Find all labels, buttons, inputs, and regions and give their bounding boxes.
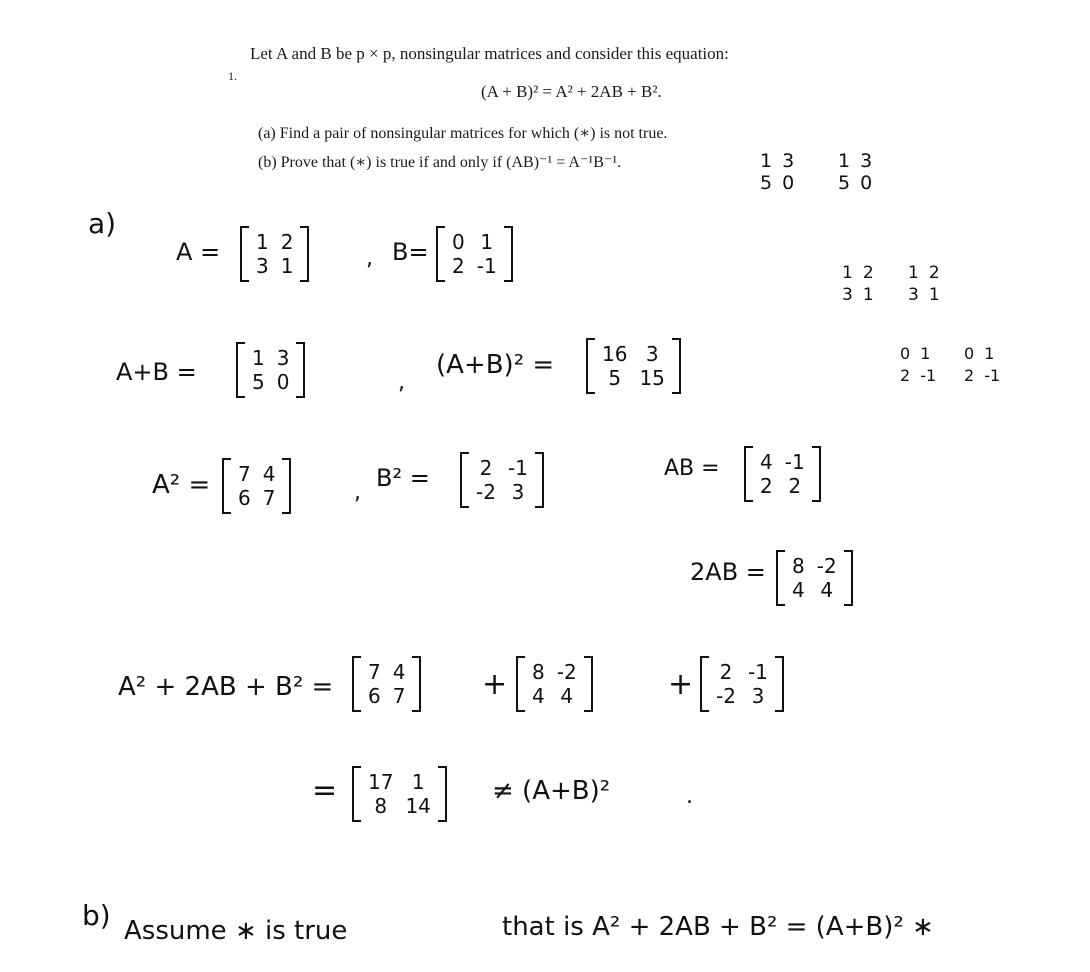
matrix-entry: 2 — [760, 474, 773, 498]
matrix-entry: -1 — [920, 366, 937, 385]
matrix-entry: 1 — [862, 285, 874, 305]
comma: , — [354, 480, 361, 505]
matrix-entry: -2 — [556, 660, 577, 684]
matrix-entry: 3 — [860, 150, 873, 172]
label-B-squared: B² = — [376, 464, 430, 492]
matrix-entry: 7 — [392, 684, 406, 708]
matrix-entry: 0 — [964, 344, 975, 363]
matrix-entry: -1 — [747, 660, 768, 684]
problem-equation: (A + B)² = A² + 2AB + B². — [481, 82, 662, 101]
problem-number: 1. — [228, 69, 237, 83]
matrix-sum-2AB — [516, 656, 593, 712]
matrix-entry: 4 — [392, 660, 406, 684]
matrix-entry: 2 — [964, 366, 975, 385]
label-A-plus-B-squared: (A+B)² = — [436, 350, 555, 380]
label-B: B= — [392, 238, 429, 266]
matrix-entry: 0 — [860, 172, 873, 194]
matrix-entry: 1 — [411, 770, 425, 794]
matrix-entry: 6 — [368, 684, 381, 708]
label-A: A = — [176, 238, 221, 266]
matrix-entry: 3 — [645, 342, 659, 366]
matrix-sum-B-squared — [700, 656, 784, 712]
scratch-matrix-1 — [760, 150, 794, 194]
matrix-entry: 1 — [842, 263, 853, 283]
matrix-sum-A-squared — [352, 656, 421, 712]
scratch-matrix-3 — [842, 262, 874, 306]
matrix-entry: 4 — [820, 578, 834, 602]
scratch-matrix-6 — [964, 343, 1000, 387]
matrix-entry: 3 — [842, 285, 853, 305]
matrix-entry: -1 — [476, 254, 497, 278]
matrix-entry: 3 — [256, 254, 269, 278]
matrix-entry: 1 — [280, 254, 294, 278]
matrix-entry: -1 — [507, 456, 528, 480]
matrix-A-plus-B — [236, 342, 305, 398]
label-A-plus-B: A+B = — [116, 358, 197, 386]
scratch-matrix-4 — [908, 262, 940, 306]
matrix-entry: 2 — [280, 230, 294, 254]
label-2AB: 2AB = — [690, 558, 766, 586]
plus-sign: + — [668, 667, 694, 702]
matrix-entry: 0 — [782, 172, 795, 194]
problem-intro: Let A and B be p × p, nonsingular matrices and consider this equation: — [250, 44, 729, 63]
matrix-B — [436, 226, 513, 282]
matrix-entry: 1 — [252, 346, 265, 370]
matrix-entry: 1 — [908, 263, 919, 283]
matrix-entry: 14 — [405, 794, 431, 818]
matrix-entry: 15 — [639, 366, 665, 390]
label-AB: AB = — [664, 456, 720, 481]
matrix-entry: 1 — [838, 150, 851, 172]
matrix-entry: 8 — [374, 794, 388, 818]
not-equal-statement: ≠ (A+B)² — [492, 776, 611, 806]
matrix-entry: 8 — [532, 660, 545, 684]
matrix-entry: -2 — [476, 480, 496, 504]
matrix-A — [240, 226, 309, 282]
equals-sign: = — [312, 773, 338, 808]
matrix-entry: 8 — [792, 554, 805, 578]
matrix-entry: 0 — [276, 370, 290, 394]
matrix-entry: -2 — [716, 684, 736, 708]
matrix-entry: 2 — [928, 263, 940, 283]
matrix-entry: 5 — [252, 370, 265, 394]
matrix-entry: 3 — [276, 346, 290, 370]
matrix-entry: 3 — [908, 285, 919, 305]
matrix-entry: 5 — [838, 172, 851, 194]
plus-sign: + — [482, 667, 508, 702]
comma: , — [398, 370, 405, 395]
matrix-entry: 2 — [452, 254, 465, 278]
matrix-entry: 5 — [760, 172, 773, 194]
matrix-entry: 4 — [560, 684, 574, 708]
matrix-2AB — [776, 550, 853, 606]
matrix-B-squared — [460, 452, 544, 508]
matrix-entry: 2 — [900, 366, 911, 385]
scratch-matrix-5 — [900, 343, 936, 387]
period: . — [686, 784, 693, 809]
matrix-entry: 1 — [984, 344, 995, 363]
problem-part-a: (a) Find a pair of nonsingular matrices for which (∗) is not true. — [258, 125, 668, 142]
matrix-entry: 1 — [928, 285, 940, 305]
matrix-entry: 7 — [238, 462, 251, 486]
matrix-entry: 5 — [608, 366, 622, 390]
matrix-entry: 1 — [920, 344, 931, 363]
matrix-entry: 4 — [532, 684, 545, 708]
matrix-entry: -1 — [984, 366, 1001, 385]
problem-part-b: (b) Prove that (∗) is true if and only if (AB)⁻¹ = A⁻¹B⁻¹. — [258, 154, 622, 171]
matrix-entry: 6 — [238, 486, 251, 510]
matrix-A-plus-B-squared — [586, 338, 681, 394]
matrix-entry: 7 — [262, 486, 276, 510]
matrix-entry: 1 — [256, 230, 269, 254]
matrix-entry: 3 — [511, 480, 525, 504]
label-A-squared: A² = — [152, 470, 211, 500]
matrix-entry: -1 — [784, 450, 805, 474]
matrix-entry: 2 — [862, 263, 874, 283]
label-sum: A² + 2AB + B² = — [118, 672, 334, 702]
matrix-entry: 3 — [782, 150, 795, 172]
matrix-entry: 1 — [760, 150, 773, 172]
matrix-entry: 3 — [751, 684, 765, 708]
matrix-AB — [744, 446, 821, 502]
comma: , — [366, 246, 373, 271]
label-part-b: b) — [82, 899, 111, 932]
matrix-entry: 1 — [480, 230, 494, 254]
matrix-entry: 0 — [452, 230, 465, 254]
label-part-a: a) — [88, 207, 117, 240]
matrix-entry: 2 — [788, 474, 802, 498]
matrix-entry: 2 — [479, 456, 493, 480]
matrix-result — [352, 766, 447, 822]
matrix-entry: 16 — [602, 342, 628, 366]
matrix-entry: -2 — [816, 554, 837, 578]
matrix-A-squared — [222, 458, 291, 514]
matrix-entry: 4 — [760, 450, 773, 474]
matrix-entry: 7 — [368, 660, 381, 684]
that-is-text: that is A² + 2AB + B² = (A+B)² ∗ — [502, 912, 934, 942]
assume-text: Assume ∗ is true — [124, 916, 348, 946]
matrix-entry: 0 — [900, 344, 911, 363]
matrix-entry: 4 — [792, 578, 805, 602]
matrix-entry: 4 — [262, 462, 276, 486]
matrix-entry: 2 — [719, 660, 733, 684]
scratch-matrix-2 — [838, 150, 872, 194]
matrix-entry: 17 — [368, 770, 394, 794]
